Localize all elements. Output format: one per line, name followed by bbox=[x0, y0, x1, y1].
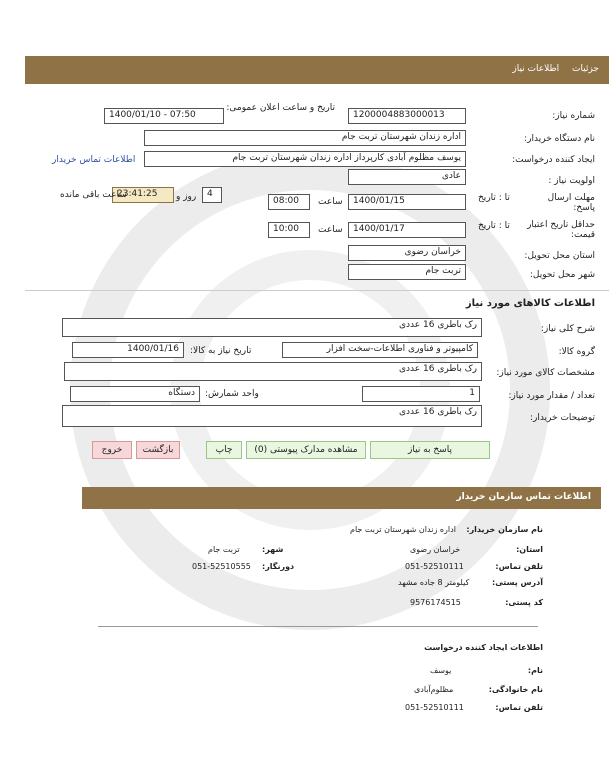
unit-label: واحد شمارش: bbox=[205, 389, 259, 399]
creator-info-title: اطلاعات ایجاد کننده درخواست bbox=[424, 643, 543, 652]
reply-date-field: 1400/01/15 bbox=[348, 194, 466, 210]
creator-family: مظلوم‌آبادی bbox=[414, 685, 454, 694]
contact-phone-label: تلفن تماس: bbox=[495, 562, 543, 571]
creator-field: یوسف مظلوم آبادی کارپرداز اداره زندان شهرستان تربت جام bbox=[144, 151, 466, 167]
contact-city-label: شهر: bbox=[262, 545, 284, 554]
city-field: تربت جام bbox=[348, 264, 466, 280]
reply-to-date-label: تا : تاریخ bbox=[478, 193, 510, 203]
price-date-field: 1400/01/17 bbox=[348, 222, 466, 238]
price-time-field: 10:00 bbox=[268, 222, 310, 238]
back-button[interactable]: بازگشت bbox=[136, 441, 180, 459]
buyer-org-label: نام دستگاه خریدار: bbox=[524, 134, 595, 144]
reply-button[interactable]: پاسخ به نیاز bbox=[370, 441, 490, 459]
contact-org: اداره زندان شهرستان تربت جام bbox=[350, 525, 456, 534]
days-label: روز و bbox=[176, 192, 197, 202]
creator-name-label: نام: bbox=[527, 666, 543, 675]
priority-field: عادی bbox=[348, 169, 466, 185]
goods-section-title: اطلاعات کالاهای مورد نیاز bbox=[465, 298, 595, 309]
contact-province: خراسان رضوی bbox=[410, 545, 461, 554]
reply-time-field: 08:00 bbox=[268, 194, 310, 210]
days-field: 4 bbox=[202, 187, 222, 203]
contact-org-label: نام سازمان خریدار: bbox=[466, 525, 543, 534]
buyer-contact-link[interactable]: اطلاعات تماس خریدار bbox=[52, 155, 136, 165]
contact-phone: 051-52510111 bbox=[405, 562, 464, 571]
contact-address: کیلومتر 8 جاده مشهد bbox=[398, 578, 470, 587]
price-to-date-label: تا : تاریخ bbox=[478, 221, 510, 231]
contact-postal-label: کد پستی: bbox=[505, 598, 543, 607]
creator-name: یوسف bbox=[430, 666, 452, 675]
priority-label: اولویت نیاز : bbox=[548, 176, 595, 186]
need-date-field: 1400/01/16 bbox=[72, 342, 184, 358]
unit-field: دستگاه bbox=[70, 386, 200, 402]
exit-button[interactable]: خروج bbox=[92, 441, 132, 459]
announce-field: 1400/01/10 - 07:50 bbox=[104, 108, 224, 124]
remaining-time-field: 23:41:25 bbox=[112, 187, 174, 203]
announce-label: تاریخ و ساعت اعلان عمومی: bbox=[226, 103, 335, 113]
contact-address-label: آدرس پستی: bbox=[492, 578, 543, 587]
spec-label: مشخصات کالای مورد نیاز: bbox=[496, 368, 595, 378]
province-label: استان محل تحویل: bbox=[524, 251, 595, 261]
price-validity-label: حداقل تاریخ اعتبار قیمت: bbox=[527, 220, 595, 240]
remaining-label: ساعت باقی مانده bbox=[60, 190, 127, 200]
spec-field: رک باطری 16 عددی bbox=[64, 362, 482, 381]
contact-fax: 051-52510555 bbox=[192, 562, 251, 571]
need-number-label: شماره نیاز: bbox=[552, 111, 595, 121]
province-field: خراسان رضوی bbox=[348, 245, 466, 261]
buyer-notes-field: رک باطری 16 عددی bbox=[62, 405, 482, 427]
tab-need-info[interactable]: اطلاعات نیاز bbox=[512, 64, 560, 74]
attachments-button[interactable]: مشاهده مدارک پیوستی (0) bbox=[246, 441, 366, 459]
contact-province-label: استان: bbox=[516, 545, 543, 554]
contact-postal: 9576174515 bbox=[410, 598, 461, 607]
general-desc-label: شرح کلی نیاز: bbox=[540, 324, 595, 334]
buyer-notes-label: توضیحات خریدار: bbox=[529, 413, 595, 423]
qty-label: تعداد / مقدار مورد نیاز: bbox=[508, 391, 595, 401]
print-button[interactable]: چاپ bbox=[206, 441, 242, 459]
reply-deadline-label: مهلت ارسال پاسخ: bbox=[547, 193, 595, 213]
buyer-org-field: اداره زندان شهرستان تربت جام bbox=[144, 130, 466, 146]
contact-city: تربت جام bbox=[208, 545, 240, 554]
qty-field: 1 bbox=[362, 386, 480, 402]
creator-phone: 051-52510111 bbox=[405, 703, 464, 712]
creator-label: ایجاد کننده درخواست: bbox=[512, 155, 595, 165]
creator-phone-label: تلفن تماس: bbox=[495, 703, 543, 712]
tab-details[interactable]: جزئیات bbox=[572, 64, 599, 74]
city-label: شهر محل تحویل: bbox=[529, 270, 595, 280]
group-label: گروه کالا: bbox=[558, 347, 595, 357]
group-field: کامپیوتر و فناوری اطلاعات-سخت افزار bbox=[282, 342, 478, 358]
price-time-label: ساعت bbox=[318, 225, 343, 235]
creator-family-label: نام خانوادگی: bbox=[488, 685, 543, 694]
general-desc-field: رک باطری 16 عددی bbox=[62, 318, 482, 337]
contact-fax-label: دورنگار: bbox=[262, 562, 295, 571]
tab-bar bbox=[25, 56, 609, 84]
need-number-field: 1200004883000013 bbox=[348, 108, 466, 124]
reply-time-label: ساعت bbox=[318, 197, 343, 207]
need-date-label: تاریخ نیاز به کالا: bbox=[190, 346, 252, 356]
contact-section-title: اطلاعات تماس سازمان خریدار bbox=[82, 487, 601, 509]
